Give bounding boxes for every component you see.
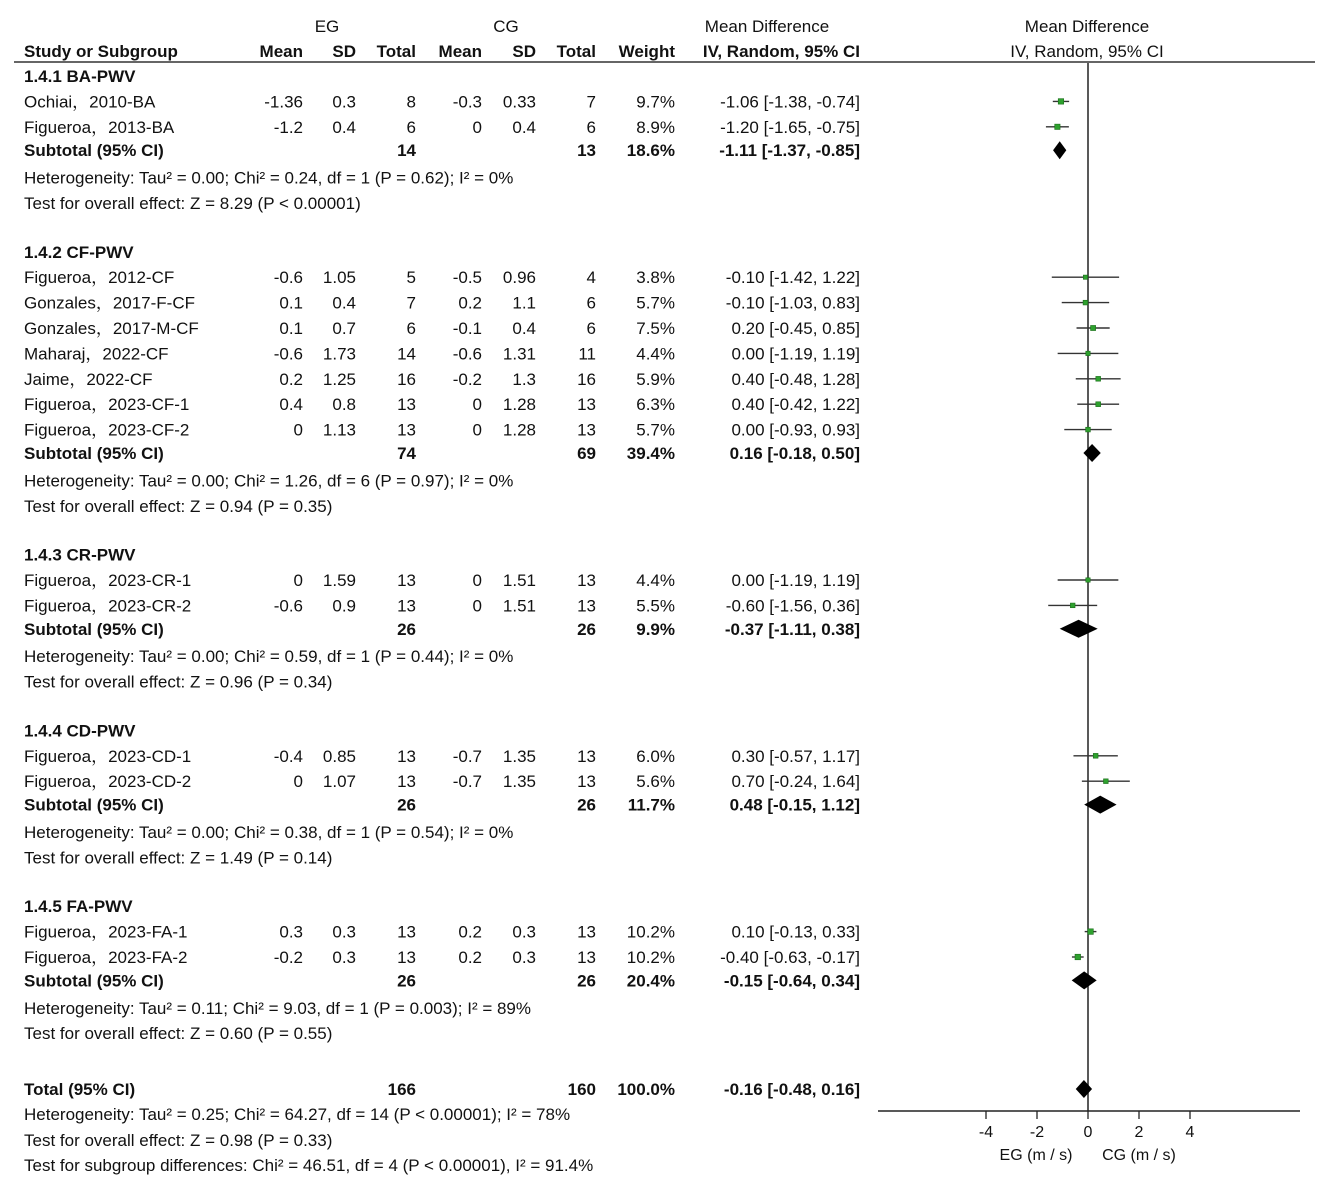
study-effect-square (1058, 99, 1063, 104)
overall-effect-text: Test for overall effect: Z = 1.49 (P = 0.14) (24, 848, 333, 868)
x-tick-label: 4 (1185, 1124, 1195, 1141)
cg-mean: 0 (472, 596, 482, 616)
total-overall-effect-text: Test for overall effect: Z = 0.98 (P = 0.33) (24, 1131, 333, 1150)
study-ci: 0.00 [-0.93, 0.93] (731, 420, 860, 440)
eg-total: 13 (397, 571, 416, 590)
study-ci: 0.70 [-0.24, 1.64] (731, 772, 860, 792)
eg-mean: -0.4 (273, 746, 303, 766)
md-column-header: Mean Difference (704, 17, 830, 36)
cg-total: 13 (577, 922, 596, 942)
cg-total: 13 (577, 596, 596, 616)
study-ci: -1.06 [-1.38, -0.74] (720, 92, 860, 112)
cg-mean: 0 (472, 571, 482, 590)
cg-group-header: CG (493, 17, 519, 36)
eg-total: 7 (406, 293, 416, 313)
study-ci: -0.10 [-1.42, 1.22] (725, 268, 860, 288)
eg-sd: 0.3 (332, 948, 356, 967)
cg-total: 6 (586, 319, 596, 338)
eg-mean: 0.2 (279, 369, 303, 389)
cg-mean: -0.3 (452, 92, 482, 112)
heterogeneity-text: Heterogeneity: Tau² = 0.00; Chi² = 0.59, df = 1 (P = 0.44); I² = 0% (24, 647, 514, 667)
study-ci: 0.30 [-0.57, 1.17] (731, 746, 860, 766)
study-ci: -1.20 [-1.65, -0.75] (720, 117, 860, 137)
subtotal-label: Subtotal (95% CI) (24, 619, 164, 639)
cg-total: 13 (577, 746, 596, 766)
subgroup-title: 1.4.5 FA-PWV (24, 897, 133, 917)
subtotal-ci: -0.37 [-1.11, 0.38] (724, 619, 860, 639)
subtotal-weight: 20.4% (626, 971, 675, 991)
x-tick-label: -4 (978, 1124, 994, 1141)
subtotal-label: Subtotal (95% CI) (24, 795, 164, 815)
total-heterogeneity-text: Heterogeneity: Tau² = 0.25; Chi² = 64.27, df = 14 (P < 0.00001); I² = 78% (24, 1105, 571, 1124)
study-effect-square (1086, 578, 1090, 582)
study-weight: 8.9% (636, 117, 675, 137)
eg-sd: 1.07 (322, 772, 356, 792)
cg-mean: 0.2 (458, 293, 482, 313)
subtotal-ci: -0.15 [-0.64, 0.34] (723, 971, 860, 991)
cg-sd: 1.28 (502, 395, 536, 415)
cg-total: 13 (577, 948, 596, 967)
col-study-header: Study or Subgroup (24, 42, 178, 61)
study-name: Figueroa，2023-FA-1 (24, 922, 188, 942)
eg-total: 16 (397, 369, 416, 389)
study-effect-square (1088, 929, 1094, 935)
eg-total: 13 (397, 395, 416, 415)
cg-mean: -0.2 (452, 369, 482, 389)
study-effect-square (1086, 427, 1091, 432)
subgroup-title: 1.4.3 CR-PWV (24, 545, 136, 565)
eg-mean: 0 (293, 571, 303, 590)
eg-total: 5 (406, 268, 416, 288)
eg-mean: 0.3 (279, 922, 303, 942)
cg-total: 6 (586, 117, 596, 137)
study-name: Figueroa，2023-CD-2 (24, 772, 192, 792)
cg-sd: 1.35 (502, 746, 536, 766)
eg-sd: 0.7 (332, 319, 356, 338)
eg-sd: 1.05 (322, 268, 356, 288)
eg-mean: 0 (293, 420, 303, 440)
col-cg-mean-header: Mean (438, 42, 482, 61)
eg-mean: -1.36 (264, 92, 303, 112)
overall-effect-text: Test for overall effect: Z = 0.60 (P = 0.55) (24, 1024, 333, 1044)
cg-mean: 0.2 (458, 922, 482, 942)
subtotal-eg-total: 14 (397, 141, 416, 161)
study-name: Figueroa，2023-CR-1 (24, 571, 192, 590)
subtotal-weight: 11.7% (627, 795, 675, 815)
subtotal-eg-total: 26 (397, 795, 416, 815)
cg-sd: 1.35 (502, 772, 536, 792)
axis-right-label: CG (m / s) (1102, 1147, 1176, 1164)
eg-mean: 0 (293, 772, 303, 792)
study-weight: 5.7% (636, 293, 675, 313)
subtotal-weight: 39.4% (626, 444, 675, 463)
eg-mean: 0.1 (279, 319, 303, 338)
study-ci: 0.10 [-0.13, 0.33] (731, 922, 860, 942)
study-weight: 3.8% (636, 268, 675, 288)
study-name: Figueroa，2023-CD-1 (24, 746, 192, 766)
heterogeneity-text: Heterogeneity: Tau² = 0.00; Chi² = 0.38, df = 1 (P = 0.54); I² = 0% (24, 823, 514, 842)
study-name: Figueroa，2023-CF-2 (24, 420, 190, 440)
cg-total: 13 (577, 571, 596, 590)
study-effect-square (1096, 402, 1101, 407)
cg-sd: 0.96 (502, 268, 536, 288)
cg-sd: 0.3 (512, 948, 536, 967)
subtotal-eg-total: 26 (397, 619, 416, 639)
eg-mean: -0.6 (273, 268, 303, 288)
cg-total: 13 (577, 420, 596, 440)
cg-sd: 1.31 (502, 344, 536, 364)
cg-mean: -0.6 (452, 344, 482, 364)
study-name: Maharaj，2022-CF (24, 344, 169, 364)
eg-sd: 1.13 (322, 420, 356, 440)
cg-total: 6 (586, 293, 596, 313)
study-name: Figueroa，2023-FA-2 (24, 948, 188, 967)
total-diamond (1076, 1080, 1092, 1098)
eg-sd: 1.25 (322, 369, 356, 389)
cg-sd: 0.33 (502, 92, 536, 112)
subgroup-title: 1.4.1 BA-PWV (24, 67, 136, 86)
cg-mean: 0 (472, 395, 482, 415)
eg-group-header: EG (314, 17, 340, 36)
study-weight: 9.7% (636, 92, 675, 112)
eg-sd: 1.59 (322, 571, 356, 590)
cg-mean: 0 (472, 117, 482, 137)
study-ci: -0.10 [-1.03, 0.83] (725, 293, 860, 313)
cg-mean: -0.7 (452, 746, 482, 766)
study-name: Jaime，2022-CF (24, 369, 153, 389)
subtotal-diamond (1084, 796, 1116, 814)
eg-total: 13 (397, 596, 416, 616)
eg-total: 13 (397, 948, 416, 967)
x-tick-label: 0 (1083, 1124, 1093, 1141)
eg-sd: 1.73 (322, 344, 356, 364)
study-effect-square (1070, 603, 1075, 608)
study-effect-square (1083, 300, 1088, 305)
col-eg-mean-header: Mean (259, 42, 303, 61)
col-eg-sd-header: SD (332, 42, 356, 61)
eg-total: 13 (397, 746, 416, 766)
study-effect-square (1075, 954, 1081, 960)
study-effect-square (1086, 351, 1090, 355)
cg-total: 13 (577, 772, 596, 792)
study-ci: -0.40 [-0.63, -0.17] (720, 948, 860, 967)
eg-total: 13 (397, 922, 416, 942)
plot-subtitle: IV, Random, 95% CI (1010, 42, 1164, 61)
study-weight: 10.2% (626, 922, 675, 942)
overall-effect-text: Test for overall effect: Z = 8.29 (P < 0.00001) (24, 194, 361, 213)
subtotal-diamond (1083, 444, 1100, 462)
study-weight: 10.2% (626, 948, 675, 967)
subtotal-diamond (1053, 141, 1066, 159)
study-effect-square (1083, 275, 1087, 279)
eg-sd: 0.3 (332, 922, 356, 942)
subtotal-ci: -1.11 [-1.37, -0.85] (719, 141, 860, 161)
col-ci-header: IV, Random, 95% CI (702, 42, 860, 61)
eg-total: 6 (406, 319, 416, 338)
subtotal-cg-total: 26 (577, 795, 596, 815)
x-tick-label: 2 (1134, 1124, 1144, 1141)
cg-sd: 0.4 (512, 117, 536, 137)
study-ci: 0.00 [-1.19, 1.19] (731, 344, 860, 364)
cg-sd: 1.3 (512, 369, 536, 389)
subtotal-diamond (1072, 971, 1097, 989)
study-ci: 0.40 [-0.42, 1.22] (731, 395, 860, 415)
cg-sd: 0.4 (512, 319, 536, 338)
eg-total: 8 (406, 92, 416, 112)
eg-total: 6 (406, 117, 416, 137)
study-name: Ochiai，2010-BA (24, 92, 156, 112)
study-weight: 5.5% (636, 596, 675, 616)
study-name: Gonzales，2017-F-CF (24, 293, 196, 313)
subgroup-title: 1.4.2 CF-PWV (24, 242, 134, 262)
study-weight: 7.5% (636, 319, 675, 338)
study-effect-square (1104, 779, 1109, 784)
eg-sd: 0.3 (332, 92, 356, 112)
heterogeneity-text: Heterogeneity: Tau² = 0.00; Chi² = 1.26, df = 6 (P = 0.97); I² = 0% (24, 471, 514, 491)
study-weight: 6.3% (636, 395, 675, 415)
x-tick-label: -2 (1029, 1124, 1045, 1141)
cg-mean: 0 (472, 420, 482, 440)
col-eg-total-header: Total (376, 42, 416, 61)
col-weight-header: Weight (618, 42, 675, 61)
subtotal-cg-total: 26 (577, 619, 596, 639)
cg-total: 13 (577, 395, 596, 415)
total-cg-n: 160 (567, 1080, 596, 1099)
eg-mean: 0.1 (279, 293, 303, 313)
cg-mean: -0.1 (452, 319, 482, 338)
subtotal-ci: 0.16 [-0.18, 0.50] (729, 444, 860, 463)
eg-total: 14 (397, 344, 416, 364)
col-cg-sd-header: SD (512, 42, 536, 61)
eg-mean: -0.2 (273, 948, 303, 967)
overall-effect-text: Test for overall effect: Z = 0.96 (P = 0.34) (24, 672, 333, 692)
eg-sd: 0.8 (332, 395, 356, 415)
total-ci: -0.16 [-0.48, 0.16] (723, 1080, 860, 1099)
subtotal-label: Subtotal (95% CI) (24, 971, 164, 991)
study-weight: 5.6% (636, 772, 675, 792)
cg-mean: -0.5 (452, 268, 482, 288)
axis-left-label: EG (m / s) (999, 1147, 1073, 1164)
total-label: Total (95% CI) (24, 1080, 136, 1099)
subtotal-cg-total: 26 (577, 971, 596, 991)
study-name: Figueroa，2013-BA (24, 117, 175, 137)
cg-mean: -0.7 (452, 772, 482, 792)
cg-total: 4 (586, 268, 596, 288)
heterogeneity-text: Heterogeneity: Tau² = 0.00; Chi² = 0.24, df = 1 (P = 0.62); I² = 0% (24, 168, 514, 188)
overall-effect-text: Test for overall effect: Z = 0.94 (P = 0.35) (24, 496, 333, 516)
cg-sd: 1.51 (502, 571, 536, 590)
cg-mean: 0.2 (458, 948, 482, 967)
study-effect-square (1093, 753, 1098, 758)
subtotal-label: Subtotal (95% CI) (24, 141, 164, 161)
cg-sd: 1.1 (512, 293, 536, 313)
study-effect-square (1096, 376, 1101, 381)
study-weight: 6.0% (636, 746, 675, 766)
subtotal-weight: 18.6% (626, 141, 675, 161)
subtotal-weight: 9.9% (636, 619, 675, 639)
cg-sd: 0.3 (512, 922, 536, 942)
eg-mean: -0.6 (273, 344, 303, 364)
study-weight: 4.4% (636, 571, 675, 590)
cg-total: 7 (586, 92, 596, 112)
study-effect-square (1055, 124, 1060, 129)
eg-sd: 0.4 (332, 117, 356, 137)
eg-mean: -0.6 (273, 596, 303, 616)
study-name: Figueroa，2012-CF (24, 268, 175, 288)
total-weight: 100.0% (617, 1080, 675, 1099)
cg-total: 16 (577, 369, 596, 389)
subtotal-eg-total: 26 (397, 971, 416, 991)
study-ci: 0.00 [-1.19, 1.19] (731, 571, 860, 590)
subtotal-eg-total: 74 (397, 444, 416, 463)
col-cg-total-header: Total (556, 42, 596, 61)
subtotal-diamond (1060, 620, 1098, 638)
study-weight: 5.7% (636, 420, 675, 440)
total-eg-n: 166 (387, 1080, 416, 1099)
subgroup-differences-text: Test for subgroup differences: Chi² = 46.51, df = 4 (P < 0.00001), I² = 91.4% (24, 1156, 594, 1175)
study-ci: 0.20 [-0.45, 0.85] (731, 319, 860, 338)
eg-sd: 0.9 (332, 596, 356, 616)
cg-sd: 1.28 (502, 420, 536, 440)
eg-total: 13 (397, 772, 416, 792)
study-ci: -0.60 [-1.56, 0.36] (725, 596, 860, 616)
study-name: Gonzales，2017-M-CF (24, 319, 199, 338)
plot-title: Mean Difference (1024, 17, 1150, 36)
eg-mean: 0.4 (279, 395, 303, 415)
study-name: Figueroa，2023-CF-1 (24, 395, 190, 415)
study-name: Figueroa，2023-CR-2 (24, 596, 192, 616)
subtotal-cg-total: 13 (577, 141, 596, 161)
eg-total: 13 (397, 420, 416, 440)
subtotal-label: Subtotal (95% CI) (24, 444, 164, 463)
study-weight: 5.9% (636, 369, 675, 389)
cg-sd: 1.51 (502, 596, 536, 616)
eg-sd: 0.4 (332, 293, 356, 313)
subtotal-cg-total: 69 (577, 444, 596, 463)
study-weight: 4.4% (636, 344, 675, 364)
subtotal-ci: 0.48 [-0.15, 1.12] (729, 795, 860, 815)
cg-total: 11 (578, 344, 596, 364)
study-effect-square (1091, 325, 1096, 330)
heterogeneity-text: Heterogeneity: Tau² = 0.11; Chi² = 9.03, df = 1 (P = 0.003); I² = 89% (24, 998, 532, 1018)
study-ci: 0.40 [-0.48, 1.28] (731, 369, 860, 389)
eg-mean: -1.2 (273, 117, 303, 137)
eg-sd: 0.85 (322, 746, 356, 766)
subgroup-title: 1.4.4 CD-PWV (24, 721, 136, 741)
